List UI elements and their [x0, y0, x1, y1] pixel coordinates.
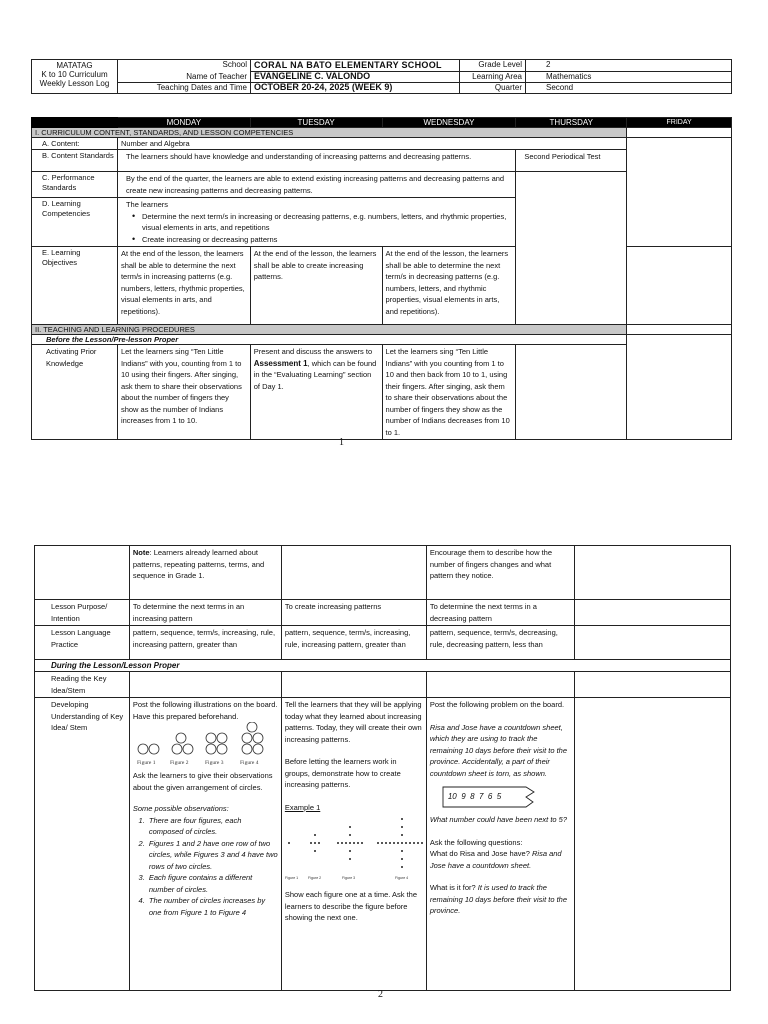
competency-item: • Determine the next term/s in increasing or decreasing patterns, e.g. numbers, letters, and rhythmic properties, visual elements in arts, and repetitions: [136, 211, 512, 234]
teacher-label: Name of Teacher: [118, 72, 251, 83]
circle: [149, 744, 159, 754]
competencies-intro: The learners: [125, 200, 169, 209]
school-value: CORAL NA BATO ELEMENTARY SCHOOL: [251, 60, 460, 72]
figure-label: Figure 1: [284, 876, 299, 880]
language-wednesday: pattern, sequence, term/s, decreasing, rule, decreasing pattern, less than: [426, 626, 574, 660]
tuesday-p1: Tell the learners that they will be applying today what they learned about increasing patterns. Today, they will create their own increasing patterns.: [284, 700, 422, 744]
figure-label: Figure 2: [169, 760, 189, 766]
objective-tuesday: At the end of the lesson, the learners shall be able to create increasing patterns.: [250, 247, 382, 325]
day-header: FRIDAY: [627, 118, 732, 128]
program-line: MATATAG: [56, 61, 93, 70]
school-label: School: [118, 60, 251, 72]
wednesday-ask: Ask the following questions:: [429, 837, 523, 847]
countdown-numbers: 10 9 8 7 6 5: [447, 792, 502, 801]
activating-wednesday: Let the learners sing “Ten Little Indians” with you counting from 1 to 10 and then back from 10 to 1, using their fingers. After singing, ask them to share their observations about the number of fingers they show as the number of Indians decreases from 10 to 1.: [382, 345, 516, 440]
circle: [183, 744, 193, 754]
example-title: Example 1: [284, 802, 321, 812]
wednesday-encourage: Encourage them to describe how the number of fingers changes and what pattern they notice.: [426, 546, 574, 600]
competencies-cell: [117, 198, 515, 247]
standards-value: The learners should have knowledge and understanding of increasing patterns and decreasing patterns.: [117, 150, 515, 172]
wednesday-qa2: [430, 882, 571, 917]
dot-pattern-illustration: [285, 813, 423, 889]
purpose-wednesday: To determine the next terms in a decreasing pattern: [426, 600, 574, 626]
thursday-test: Second Periodical Test: [516, 150, 627, 172]
monday-intro: Post the following illustrations on the board. Have this prepared beforehand.: [132, 700, 278, 721]
day-header: MONDAY: [117, 118, 250, 128]
competencies-label: D. Learning Competencies: [32, 198, 118, 247]
area-value: Mathematics: [526, 72, 732, 83]
question-text: What is it for?: [429, 883, 478, 892]
developing-monday: [129, 698, 281, 991]
circle: [172, 744, 182, 754]
activating-tuesday-pre: Present and discuss the answers to: [253, 347, 373, 356]
quarter-label: Quarter: [460, 83, 526, 94]
circle: [217, 744, 227, 754]
circle: [217, 733, 227, 743]
observation-item: 4. The number of circles increases by one from Figure 1 to Figure 4: [147, 895, 278, 918]
figure-label: Figure 4: [394, 876, 409, 880]
circle: [176, 733, 186, 743]
activating-tuesday-post: , which can be found in the “Evaluating Learning” section of Day 1.: [253, 358, 377, 391]
quarter-value: Second: [526, 83, 732, 94]
reading-label: Reading the Key Idea/Stem: [35, 672, 130, 698]
program-line: Weekly Lesson Log: [39, 79, 110, 88]
circle-figures-illustration: [133, 722, 273, 768]
day-header: WEDNESDAY: [382, 118, 516, 128]
note-cell: [129, 546, 281, 600]
section-title: I. CURRICULUM CONTENT, STANDARDS, AND LESSON COMPETENCIES: [32, 128, 627, 138]
wednesday-problem: Risa and Jose have a countdown sheet, which they are using to track the remaining 10 days before their visit to the province. Accidentally, a part of their countdown sheet is torn, as shown.: [429, 722, 568, 778]
observation-item: 3. Each figure contains a different number of circles.: [147, 872, 278, 895]
day-header: TUESDAY: [250, 118, 382, 128]
developing-label: Developing Understanding of Key Idea/ Stem: [35, 698, 130, 991]
performance-label: C. Performance Standards: [32, 172, 118, 198]
objectives-label: E. Learning Objectives: [32, 247, 118, 325]
circle: [242, 733, 252, 743]
assessment-link-text: Assessment 1: [253, 358, 308, 368]
monday-ask: Ask the learners to give their observations about the given arrangement of circles.: [132, 771, 273, 792]
language-tuesday: pattern, sequence, term/s, increasing, rule, increasing pattern, greater than: [281, 626, 426, 660]
circle: [138, 744, 148, 754]
answer-text: Risa and Jose have a countdown sheet.: [429, 849, 562, 870]
circle: [206, 733, 216, 743]
figure-label: Figure 1: [136, 760, 156, 766]
program-cell: [32, 60, 118, 94]
wednesday-p1: Post the following problem on the board.: [429, 700, 565, 709]
countdown-sheet: [442, 786, 536, 808]
figure-label: Figure 3: [341, 876, 356, 880]
observation-item: 2. Figures 1 and 2 have one row of two circles, while Figures 3 and 4 have two rows of two circles.: [147, 838, 278, 873]
language-monday: pattern, sequence, term/s, increasing, rule, increasing pattern, greater than: [129, 626, 281, 660]
figure-label: Figure 4: [239, 760, 259, 766]
tuesday-p2: Before letting the learners work in groups, demonstrate how to create increasing patterns.: [284, 757, 401, 789]
figure-label: Figure 3: [204, 760, 224, 766]
wednesday-qa1: [430, 848, 571, 871]
circle: [253, 733, 263, 743]
page-number: 2: [378, 989, 383, 1000]
circle: [253, 744, 263, 754]
observations-title: Some possible observations:: [132, 804, 229, 813]
standards-label: B. Content Standards: [32, 150, 118, 172]
competencies-list: [126, 211, 512, 246]
observations-list: [133, 815, 278, 919]
competency-item: • Create increasing or decreasing patterns: [136, 234, 512, 246]
activating-monday: Let the learners sing “Ten Little Indians” with you, counting from 1 to 10 using their fingers. After singing, ask them to share their observations about the number of fingers they show as the number of Indians increases from 1 to 10.: [117, 345, 250, 440]
program-line: K to 10 Curriculum: [41, 70, 108, 79]
page-number: 1: [339, 437, 344, 448]
wednesday-question: What number could have been next to 5?: [429, 815, 568, 824]
answer-text: It is used to track the remaining 10 days before their visit to the province.: [429, 883, 568, 915]
circle: [247, 722, 257, 732]
area-label: Learning Area: [460, 72, 526, 83]
observation-item: 1. There are four figures, each composed of circles.: [147, 815, 278, 838]
lesson-table-page2: [34, 545, 731, 991]
developing-tuesday: [281, 698, 426, 991]
grade-label: Grade Level: [460, 60, 526, 72]
during-lesson-title: During the Lesson/Lesson Proper: [35, 660, 731, 672]
circle: [242, 744, 252, 754]
objective-wednesday: At the end of the lesson, the learners shall be able to determine the next term/s in decreasing patterns (e.g. numbers, letters, and rhythmic properties, visual elements in arts, and repetitions).: [382, 247, 516, 325]
dates-value: OCTOBER 20-24, 2025 (WEEK 9): [251, 83, 460, 94]
purpose-tuesday: To create increasing patterns: [281, 600, 426, 626]
tuesday-p3: Show each figure one at a time. Ask the learners to describe the figure before showing the next one.: [284, 890, 418, 922]
day-header: THURSDAY: [516, 118, 627, 128]
content-value: Number and Algebra: [117, 138, 626, 150]
developing-wednesday: [426, 698, 574, 991]
lesson-log-header: [31, 59, 732, 94]
content-label: A. Content:: [32, 138, 118, 150]
before-lesson-title: Before the Lesson/Pre-lesson Proper: [32, 335, 627, 345]
lesson-table-page1: [31, 117, 732, 440]
grade-value: 2: [526, 60, 732, 72]
circle: [206, 744, 216, 754]
objective-monday: At the end of the lesson, the learners shall be able to determine the next term/s in increasing patterns (e.g. numbers, letters, rhythmic properties, visual elements in arts, and repetitions).: [117, 247, 250, 325]
note-label: Note: [132, 548, 150, 557]
activating-label: Activating Prior Knowledge: [32, 345, 118, 440]
purpose-monday: To determine the next terms in an increasing pattern: [129, 600, 281, 626]
section-title: II. TEACHING AND LEARNING PROCEDURES: [32, 325, 627, 335]
purpose-label: Lesson Purpose/ Intention: [35, 600, 130, 626]
question-text: What do Risa and Jose have?: [429, 849, 532, 858]
note-text: : Learners already learned about patterns, repeating patterns, terms, and sequence in Grade 1.: [132, 548, 265, 580]
figure-label: Figure 2: [307, 876, 322, 880]
dates-label: Teaching Dates and Time: [118, 83, 251, 94]
language-label: Lesson Language Practice: [35, 626, 130, 660]
performance-value: By the end of the quarter, the learners are able to extend existing increasing patterns and decreasing patterns and create new increasing patterns and decreasing patterns.: [117, 172, 515, 198]
activating-tuesday: [250, 345, 382, 440]
teacher-value: EVANGELINE C. VALONDO: [251, 72, 460, 83]
